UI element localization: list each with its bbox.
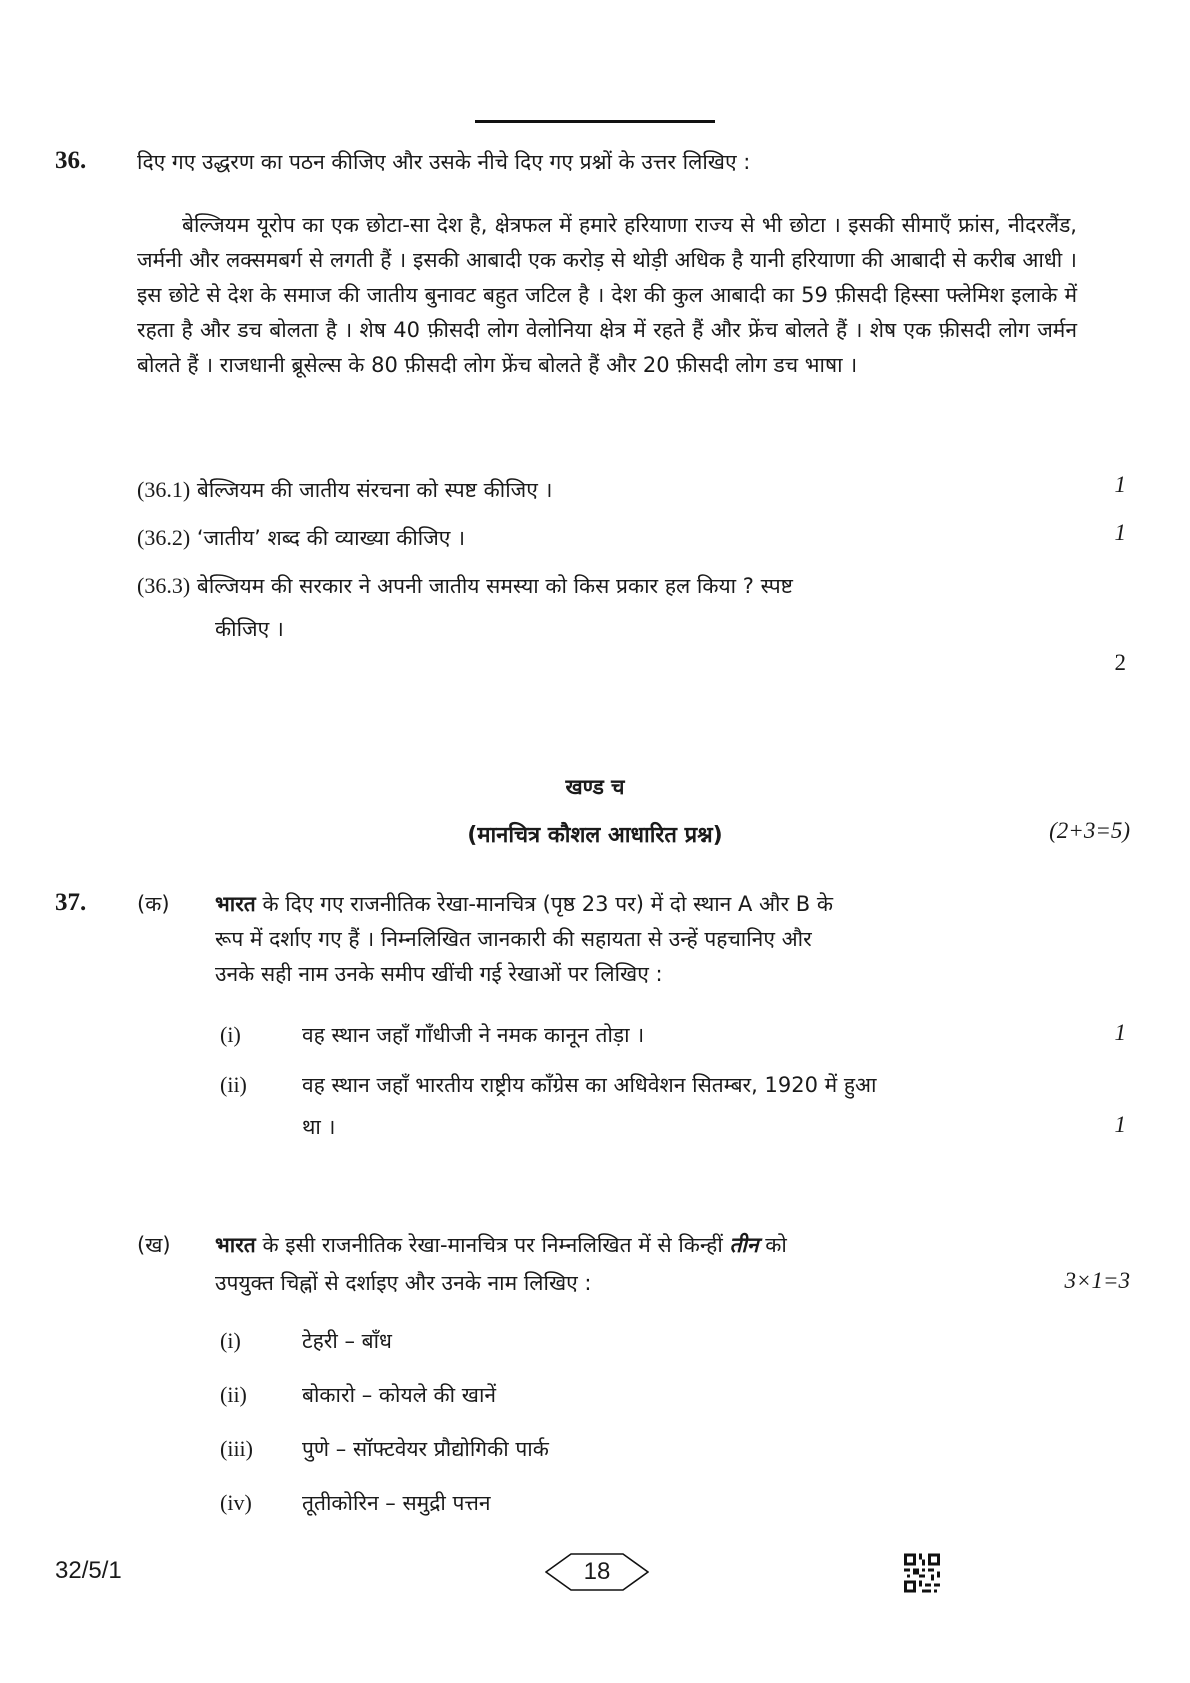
subquestion-36-3-continued: कीजिए ।: [215, 617, 284, 641]
passage-text: बेल्जियम यूरोप का एक छोटा-सा देश है, क्षेत्रफल में हमारे हरियाणा राज्य से भी छोटा । इसकी सीमाएँ फ्रांस, नीदरलैंड, जर्मनी और लक्समबर्ग से लगती हैं । इसकी आबादी एक करोड़ से थोड़ी अधिक है यानी हरियाणा की आबादी से करीब आधी । इस छोटे से देश के समाज की जातीय बुनावट बहुत जटिल है । देश की कुल आबादी का 59 फ़ीसदी हिस्सा फ्लेमिश इलाके में रहता है और डच बोलता है । शेष 40 फ़ीसदी लोग वेलोनिया क्षेत्र में रहते हैं और फ्रेंच बोलते हैं । शेष एक फ़ीसदी लोग जर्मन बोलते हैं । राजधानी ब्रूसेल्स के 80 फ़ीसदी लोग फ्रेंच बोलते हैं और 20 फ़ीसदी लोग डच भाषा ।: [137, 213, 1077, 377]
part-b-label: (ख): [137, 1233, 171, 1257]
subquestion-36-1: [137, 472, 1137, 508]
part-a-item-text-continued: था ।: [302, 1115, 336, 1139]
part-b-line-2: उपयुक्त चिह्नों से दर्शाइए और उनके नाम लिखिए :: [215, 1271, 592, 1295]
subquestion-label: (36.1): [137, 477, 191, 502]
part-b-item-text: टेहरी – बाँध: [302, 1329, 392, 1353]
subquestion-label: (36.2): [137, 525, 191, 550]
question-36-number: 36.: [55, 147, 87, 174]
top-divider: [475, 120, 715, 123]
part-a-item-text: वह स्थान जहाँ गाँधीजी ने नमक कानून तोड़ा ।: [302, 1023, 645, 1047]
subquestion-text: बेल्जियम की जातीय संरचना को स्पष्ट कीजिए ।: [196, 478, 553, 502]
paper-code: 32/5/1: [55, 1557, 122, 1584]
marks-36-1: 1: [1114, 472, 1126, 497]
question-37-number: 37.: [55, 889, 87, 916]
subquestion-text: ‘जातीय’ शब्द की व्याख्या कीजिए ।: [196, 526, 466, 550]
part-a-line-3: उनके सही नाम उनके समीप खींची गई रेखाओं पर लिखिए :: [215, 962, 663, 986]
part-a-item-label: (i): [220, 1022, 241, 1047]
part-a-line-2: रूप में दर्शाए गए हैं । निम्नलिखित जानकारी की सहायता से उन्हें पहचानिए और: [215, 927, 812, 951]
page-number: 18: [583, 1558, 611, 1585]
part-b-item-text: पुणे – सॉफ्टवेयर प्रौद्योगिकी पार्क: [302, 1437, 549, 1461]
part-b-item-label: (iii): [220, 1436, 253, 1461]
emphasis-word: तीन: [729, 1233, 759, 1257]
part-b-item-text: बोकारो – कोयले की खानें: [302, 1383, 497, 1407]
part-b-item-label: (iv): [220, 1490, 252, 1515]
subquestion-text: बेल्जियम की सरकार ने अपनी जातीय समस्या को किस प्रकार हल किया ? स्पष्ट: [196, 574, 793, 598]
marks-36-2: 1: [1114, 520, 1126, 545]
part-a-label: (क): [137, 892, 170, 916]
section-marks: (2+3=5): [1049, 818, 1130, 843]
subquestion-36-2: [137, 520, 1137, 556]
part-a-text: के दिए गए राजनीतिक रेखा-मानचित्र (पृष्ठ 23 पर) में दो स्थान A और B के: [255, 892, 834, 916]
marks-36-3: 2: [1114, 650, 1126, 675]
question-36-passage: [137, 208, 1077, 383]
part-b-item-label: (ii): [220, 1382, 247, 1407]
page-number-badge: [545, 1553, 649, 1591]
qr-code-icon: [904, 1553, 940, 1593]
section-title: खण्ड च: [565, 775, 625, 799]
bold-country: भारत: [215, 1233, 256, 1257]
subquestion-36-3: [137, 568, 1137, 604]
part-b-line-1: [215, 1228, 1095, 1263]
bold-country: भारत: [215, 892, 256, 916]
part-a-line-1: [215, 887, 1085, 922]
part-b-item-label: (i): [220, 1328, 241, 1353]
section-subtitle: (मानचित्र कौशल आधारित प्रश्न): [467, 823, 723, 848]
part-b-text: के इसी राजनीतिक रेखा-मानचित्र पर निम्नलिखित में से किन्हीं: [255, 1233, 730, 1257]
part-a-item-marks: 1: [1114, 1112, 1126, 1137]
part-a-item-text: वह स्थान जहाँ भारतीय राष्ट्रीय काँग्रेस का अधिवेशन सितम्बर, 1920 में हुआ: [302, 1073, 877, 1097]
part-b-marks: 3×1=3: [1064, 1268, 1130, 1293]
part-b-item-text: तूतीकोरिन – समुद्री पत्तन: [302, 1491, 491, 1515]
question-36-instruction: दिए गए उद्धरण का पठन कीजिए और उसके नीचे दिए गए प्रश्नों के उत्तर लिखिए :: [137, 150, 751, 174]
part-b-text-end: को: [758, 1233, 787, 1257]
part-a-item-marks: 1: [1114, 1020, 1126, 1045]
subquestion-label: (36.3): [137, 573, 191, 598]
part-a-item-label: (ii): [220, 1072, 247, 1097]
